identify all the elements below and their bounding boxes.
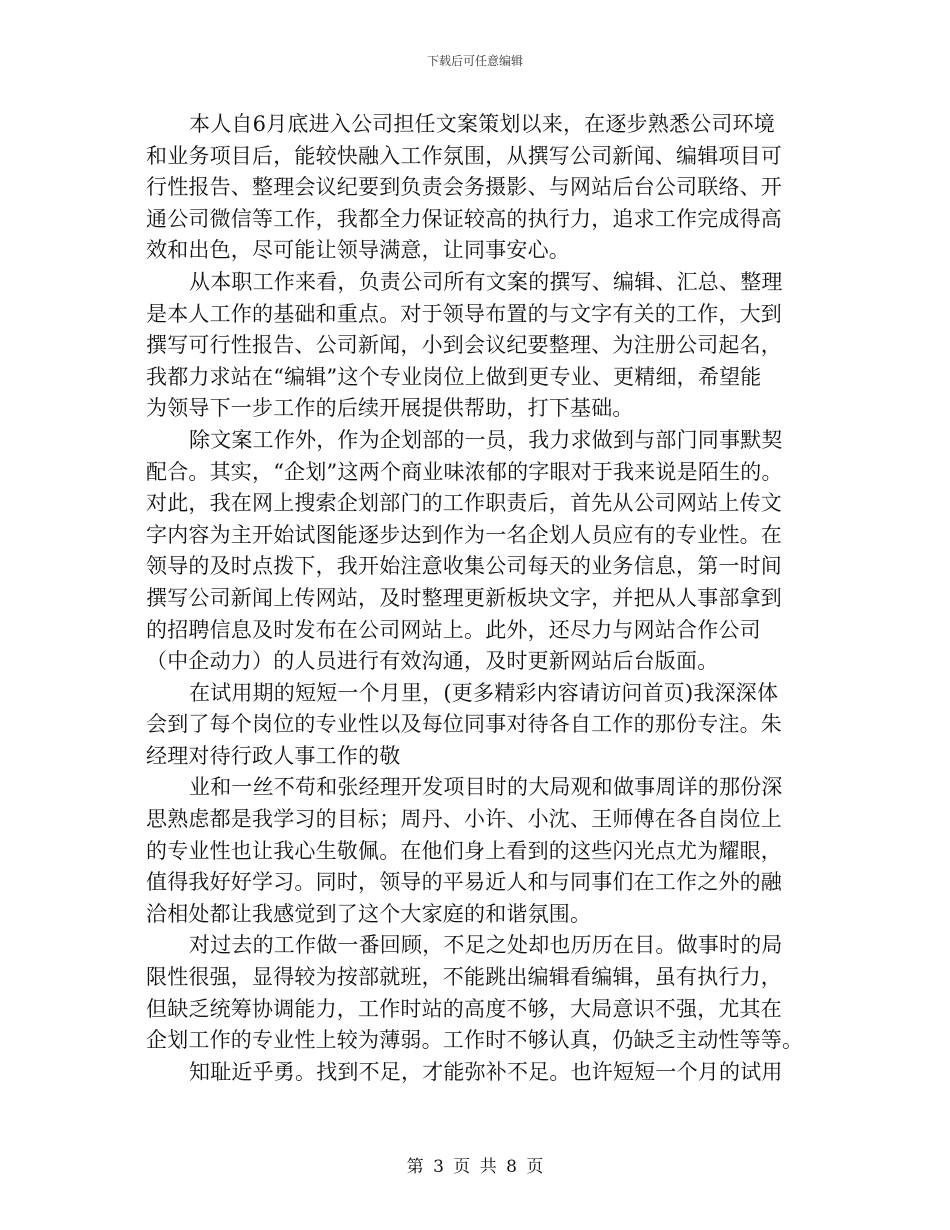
text-line: 本人自6月底进入公司担任文案策划以来，在逐步熟悉公司环境 [189,112,775,136]
text-line: 为领导下一步工作的后续开展提供帮助，打下基础。 [146,396,634,421]
text-line: 是本人工作的基础和重点。对于领导布置的与文字有关的工作，大到 [146,301,782,326]
text-line: 企划工作的专业性上较为薄弱。工作时不够认真，仍缺乏主动性等等。 [146,1028,804,1053]
text-line: 撰写公司新闻上传网站，及时整理更新板块文字，并把从人事部拿到 [146,585,782,610]
text-line: 但缺乏统筹协调能力，工作时站的高度不够，大局意识不强，尤其在 [146,996,782,1021]
text-line: 知耻近乎勇。找到不足，才能弥补不足。也许短短一个月的试用 [189,1059,783,1084]
text-line: 通公司微信等工作，我都全力保证较高的执行力，追求工作完成得高 [146,206,782,231]
text-line: 我都力求站在“编辑”这个专业岗位上做到更专业、更精细，希望能 [146,364,762,389]
text-line: 撰写可行性报告、公司新闻，小到会议纪要整理、为注册公司起名， [146,333,782,358]
text-line: 和业务项目后，能较快融入工作氛围，从撰写公司新闻、编辑项目可 [146,143,782,168]
text-line: 思熟虑都是我学习的目标；周丹、小许、小沈、王师傅在各自岗位上 [146,807,782,832]
text-line: 字内容为主开始试图能逐步达到作为一名企划人员应有的专业性。在 [146,522,782,547]
text-line: 业和一丝不苟和张经理开发项目时的大局观和做事周详的那份深 [189,775,783,800]
page-header: 下载后可任意编辑 [426,54,523,68]
text-line: 限性很强，显得较为按部就班，不能跳出编辑看编辑，虽有执行力， [146,965,782,990]
document-body [146,109,816,1088]
text-line: 领导的及时点拨下，我开始注意收集公司每天的业务信息，第一时间 [146,554,782,579]
text-line: （中企动力）的人员进行有效沟通，及时更新网站后台版面。 [146,649,719,674]
text-line: 除文案工作外，作为企划部的一员，我力求做到与部门同事默契 [189,427,783,452]
text-line: 对过去的工作做一番回顾，不足之处却也历历在目。做事时的局 [189,933,783,958]
text-line: 对此，我在网上搜索企划部门的工作职责后，首先从公司网站上传文 [146,491,782,516]
text-line: 的招聘信息及时发布在公司网站上。此外，还尽力与网站合作公司 [146,617,761,642]
text-line: 值得我好好学习。同时，领导的平易近人和与同事们在工作之外的融 [146,870,782,895]
text-line: 的专业性也让我心生敬佩。在他们身上看到的这些闪光点尤为耀眼， [146,838,782,863]
text-line: 从本职工作来看，负责公司所有文案的撰写、编辑、汇总、整理 [189,269,783,294]
text-line: 洽相处都让我感觉到了这个大家庭的和谐氛围。 [146,901,592,926]
text-line: 在试用期的短短一个月里，(更多精彩内容请访问首页)我深深体 [189,680,779,705]
text-line: 效和出色，尽可能让领导满意，让同事安心。 [146,238,570,263]
text-line: 经理对待行政人事工作的敬 [146,743,401,768]
text-line: 会到了每个岗位的专业性以及每位同事对待各自工作的那份专注。朱 [146,712,782,737]
text-line: 配合。其实，“企划”这两个商业味浓郁的字眼对于我来说是陌生的。 [146,459,783,484]
text-line: 行性报告、整理会议纪要到负责会务摄影、与网站后台公司联络、开 [146,175,782,200]
page-footer: 第 3 页 共 8 页 [406,1157,544,1177]
